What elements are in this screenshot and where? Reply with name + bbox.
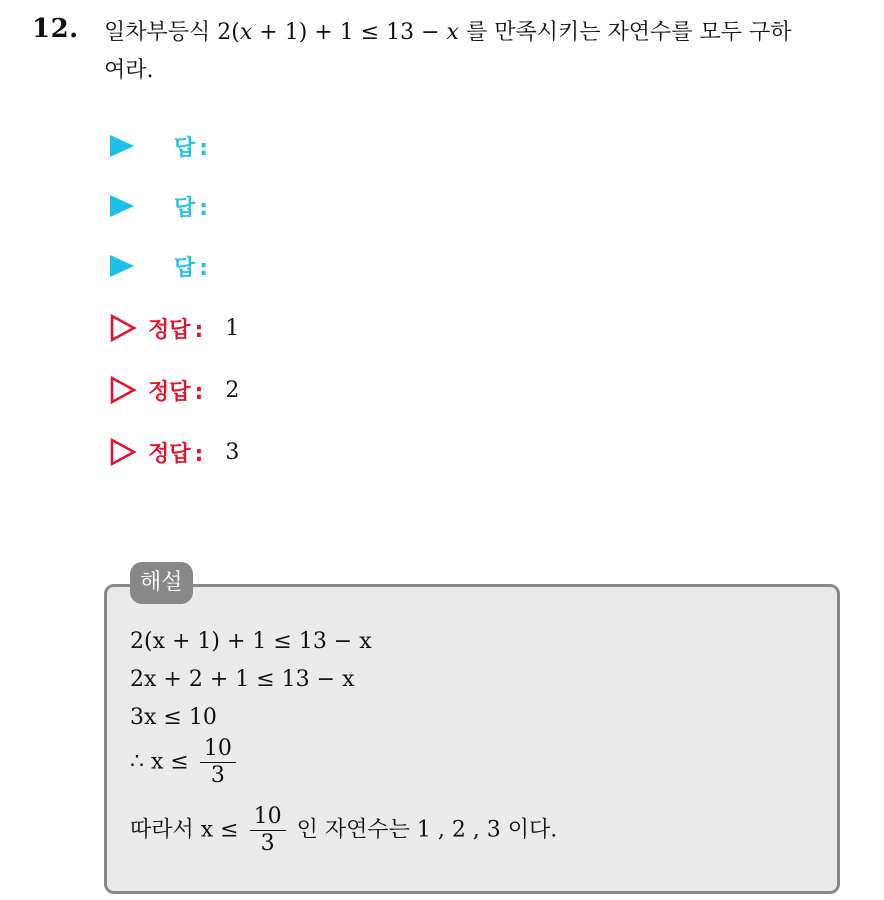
outline-triangle-icon <box>110 376 136 404</box>
fraction: $\frac{10}{3}$ <box>250 804 286 857</box>
fraction: $\frac{10}{3}$ <box>200 736 236 789</box>
correct-answer-row <box>110 372 239 408</box>
outline-triangle-icon <box>110 314 136 342</box>
question-mid: 를 만족시키는 자연수를 모두 구하 <box>458 20 792 45</box>
correct-answer-value: 1 <box>225 315 240 341</box>
answer-row <box>110 248 208 284</box>
solution-line: 2x + 2 + 1 ≤ 13 − x <box>130 667 355 692</box>
answer-row <box>110 128 208 164</box>
correct-answer-label: 정답 : <box>148 317 204 343</box>
correct-answer-label: 정답 : <box>148 441 204 467</box>
correct-answer-row <box>110 434 239 470</box>
solution-line: 3x ≤ 10 <box>130 705 217 730</box>
question-inequality: 2(x + 1) + 1 ≤ 13 − x <box>217 20 459 45</box>
question-number: 12. <box>32 14 79 44</box>
filled-triangle-icon <box>110 135 134 157</box>
outline-triangle-icon <box>110 438 136 466</box>
answer-label: 답 : <box>174 195 209 221</box>
solution-line: 2(x + 1) + 1 ≤ 13 − x <box>130 629 372 654</box>
solution-conclusion: 따라서 x ≤ $\frac{10}{3}$ 인 자연수는 1 , 2 , 3 이다. <box>130 804 558 856</box>
answer-label: 답 : <box>174 135 209 161</box>
question-text <box>104 14 874 90</box>
solution-line-therefore: ∴ x ≤ $\frac{10}{3}$ <box>130 736 240 789</box>
answer-label: 답 : <box>174 255 209 281</box>
question-intro: 일차부등식 <box>104 20 211 45</box>
answer-row <box>110 188 208 224</box>
question-end: 여라. <box>104 58 154 83</box>
filled-triangle-icon <box>110 255 134 277</box>
filled-triangle-icon <box>110 195 134 217</box>
correct-answer-value: 2 <box>225 377 240 403</box>
correct-answer-row <box>110 310 239 346</box>
correct-answer-label: 정답 : <box>148 379 204 405</box>
solution-tag: 해설 <box>130 562 193 604</box>
correct-answer-value: 3 <box>225 439 240 465</box>
